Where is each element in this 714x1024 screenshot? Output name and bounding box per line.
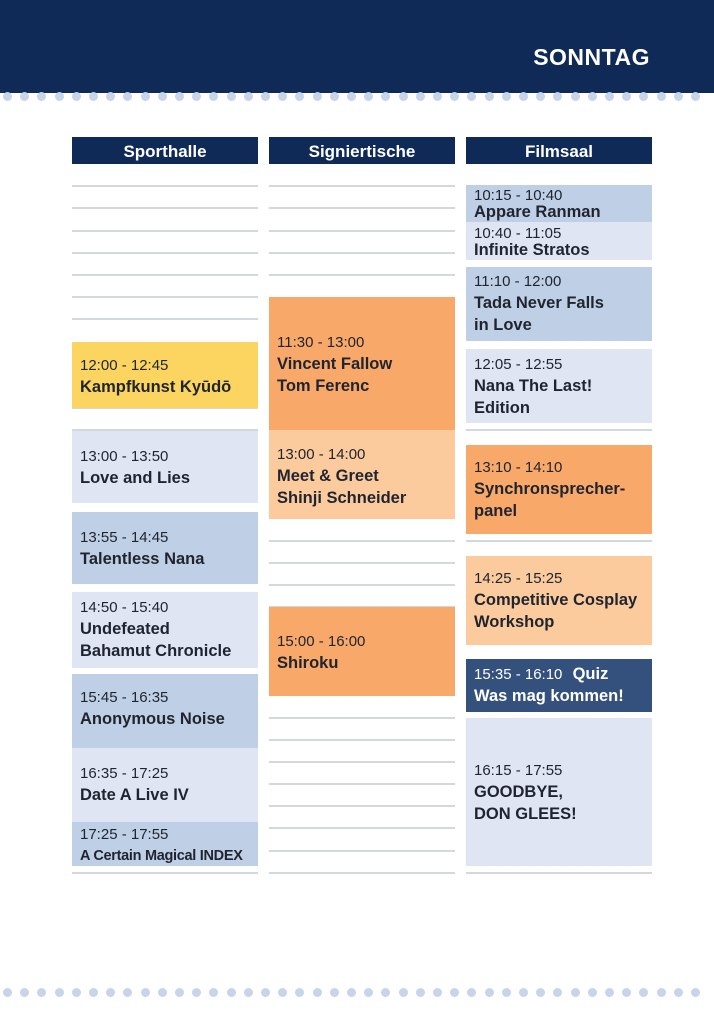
- column-header: Sporthalle: [72, 137, 258, 164]
- divider-dot: [3, 92, 12, 101]
- divider-dot: [416, 92, 425, 101]
- divider-dot: [244, 92, 253, 101]
- divider-dot: [192, 92, 201, 101]
- event-title-line2: Workshop: [474, 613, 555, 631]
- grid-line: [72, 252, 258, 254]
- divider-dot: [622, 92, 631, 101]
- event-block[interactable]: [72, 592, 258, 668]
- divider-dot: [37, 988, 46, 997]
- event-block[interactable]: [72, 512, 258, 584]
- event-block[interactable]: [72, 822, 258, 866]
- event-time: 10:40 - 11:05: [474, 225, 562, 242]
- grid-line: [269, 783, 455, 785]
- grid-line: [269, 717, 455, 719]
- divider-dot: [3, 988, 12, 997]
- event-time: 13:00 - 14:00: [277, 446, 366, 463]
- event-title: Appare Ranman: [474, 203, 601, 221]
- column-header: Filmsaal: [466, 137, 652, 164]
- divider-dot: [639, 92, 648, 101]
- divider-dot: [106, 92, 115, 101]
- divider-dot: [536, 92, 545, 101]
- divider-dot: [55, 92, 64, 101]
- event-block[interactable]: [466, 556, 652, 645]
- event-title: Was mag kommen!: [474, 687, 624, 705]
- divider-dot: [450, 92, 459, 101]
- event-title: Undefeated: [80, 620, 170, 638]
- event-title-line2: panel: [474, 502, 518, 520]
- divider-dot: [605, 92, 614, 101]
- divider-dot: [278, 988, 287, 997]
- event-title: Synchronsprecher-: [474, 480, 626, 498]
- divider-dot: [330, 92, 339, 101]
- dotted-divider-bottom: [0, 988, 714, 1000]
- divider-dot: [588, 92, 597, 101]
- event-time: 10:15 - 10:40: [474, 187, 563, 204]
- grid-line: [269, 230, 455, 232]
- event-block[interactable]: [466, 445, 652, 534]
- divider-dot: [295, 92, 304, 101]
- divider-dot: [89, 92, 98, 101]
- divider-dot: [295, 988, 304, 997]
- event-time: 11:10 - 12:00: [474, 273, 562, 290]
- divider-dot: [657, 92, 666, 101]
- grid-line: [72, 318, 258, 320]
- divider-dot: [347, 92, 356, 101]
- divider-dot: [278, 92, 287, 101]
- event-block[interactable]: [269, 297, 455, 430]
- grid-line: [72, 872, 258, 874]
- grid-line: [72, 274, 258, 276]
- divider-dot: [261, 92, 270, 101]
- divider-dot: [553, 92, 562, 101]
- event-block[interactable]: [72, 342, 258, 408]
- divider-dot: [519, 988, 528, 997]
- event-block[interactable]: [72, 431, 258, 503]
- event-time: 15:00 - 16:00: [277, 633, 366, 650]
- divider-dot: [330, 988, 339, 997]
- grid-line: [269, 207, 455, 209]
- divider-dot: [158, 92, 167, 101]
- event-time: 14:25 - 15:25: [474, 570, 563, 587]
- event-time: 12:05 - 12:55: [474, 356, 563, 373]
- event-time: 15:35 - 16:10: [474, 666, 563, 683]
- grid-line: [269, 827, 455, 829]
- divider-dot: [691, 988, 700, 997]
- event-block[interactable]: [466, 349, 652, 423]
- grid-line: [269, 805, 455, 807]
- column-filmsaal: [466, 137, 652, 877]
- grid-line: [269, 185, 455, 187]
- event-time: 16:15 - 17:55: [474, 762, 563, 779]
- divider-dot: [433, 92, 442, 101]
- grid-line: [269, 761, 455, 763]
- divider-dot: [89, 988, 98, 997]
- divider-dot: [175, 988, 184, 997]
- event-time: 12:00 - 12:45: [80, 357, 169, 374]
- event-time: 11:30 - 13:00: [277, 334, 365, 351]
- divider-dot: [55, 988, 64, 997]
- divider-dot: [485, 988, 494, 997]
- divider-dot: [313, 92, 322, 101]
- event-block[interactable]: [466, 185, 652, 222]
- divider-dot: [364, 92, 373, 101]
- column-signiertische: [269, 137, 455, 877]
- divider-dot: [381, 988, 390, 997]
- divider-dot: [467, 988, 476, 997]
- event-title-line2: Edition: [474, 399, 530, 417]
- divider-dot: [106, 988, 115, 997]
- event-title: Competitive Cosplay: [474, 591, 638, 609]
- grid-line: [466, 872, 652, 874]
- divider-dot: [141, 988, 150, 997]
- grid-line: [72, 207, 258, 209]
- divider-dot: [141, 92, 150, 101]
- divider-dot: [674, 92, 683, 101]
- grid-line: [269, 850, 455, 852]
- divider-dot: [227, 988, 236, 997]
- event-title-line2: Bahamut Chronicle: [80, 642, 232, 660]
- grid-line: [72, 296, 258, 298]
- grid-line: [72, 230, 258, 232]
- divider-dot: [588, 988, 597, 997]
- event-title: GOODBYE,: [474, 783, 563, 801]
- event-block[interactable]: [269, 430, 455, 519]
- grid-line: [269, 739, 455, 741]
- event-block[interactable]: [466, 718, 652, 866]
- divider-dot: [20, 92, 29, 101]
- event-title: Anonymous Noise: [80, 710, 225, 728]
- grid-line: [269, 872, 455, 874]
- event-title: Talentless Nana: [80, 550, 205, 568]
- event-title: Nana The Last!: [474, 377, 593, 395]
- event-time: 16:35 - 17:25: [80, 765, 169, 782]
- divider-dot: [20, 988, 29, 997]
- event-title: Love and Lies: [80, 469, 191, 487]
- dotted-divider-top: [0, 92, 714, 104]
- grid-line: [466, 429, 652, 431]
- divider-dot: [261, 988, 270, 997]
- divider-dot: [536, 988, 545, 997]
- divider-dot: [639, 988, 648, 997]
- divider-dot: [657, 988, 666, 997]
- divider-dot: [209, 92, 218, 101]
- event-block[interactable]: [72, 748, 258, 822]
- divider-dot: [158, 988, 167, 997]
- divider-dot: [691, 92, 700, 101]
- divider-dot: [485, 92, 494, 101]
- divider-dot: [519, 92, 528, 101]
- divider-dot: [347, 988, 356, 997]
- event-title-line2: Tom Ferenc: [277, 377, 370, 395]
- grid-line: [72, 185, 258, 187]
- event-time: 15:45 - 16:35: [80, 689, 169, 706]
- event-time: 13:00 - 13:50: [80, 448, 169, 465]
- event-time: 13:55 - 14:45: [80, 529, 169, 546]
- grid-line: [466, 540, 652, 542]
- divider-dot: [674, 988, 683, 997]
- event-block[interactable]: [466, 222, 652, 260]
- divider-dot: [605, 988, 614, 997]
- divider-dot: [502, 92, 511, 101]
- event-title: Date A Live IV: [80, 786, 189, 804]
- event-title: Infinite Stratos: [474, 241, 590, 259]
- divider-dot: [123, 92, 132, 101]
- divider-dot: [399, 92, 408, 101]
- divider-dot: [622, 988, 631, 997]
- grid-line: [269, 540, 455, 542]
- event-title: Kampfkunst Kyūdō: [80, 378, 232, 396]
- divider-dot: [399, 988, 408, 997]
- divider-dot: [37, 92, 46, 101]
- day-title: SONNTAG: [533, 44, 650, 70]
- event-title: A Certain Magical INDEX: [80, 848, 243, 864]
- event-title: Meet & Greet: [277, 467, 379, 485]
- divider-dot: [123, 988, 132, 997]
- grid-line: [269, 274, 455, 276]
- divider-dot: [553, 988, 562, 997]
- divider-dot: [175, 92, 184, 101]
- divider-dot: [571, 988, 580, 997]
- divider-dot: [502, 988, 511, 997]
- column-header: Signiertische: [269, 137, 455, 164]
- divider-dot: [72, 92, 81, 101]
- event-label: Quiz: [572, 665, 609, 683]
- divider-dot: [381, 92, 390, 101]
- event-title: Tada Never Falls: [474, 294, 604, 312]
- divider-dot: [227, 92, 236, 101]
- event-block[interactable]: [269, 607, 455, 696]
- column-sporthalle: [72, 137, 258, 877]
- divider-dot: [416, 988, 425, 997]
- event-title: Shiroku: [277, 654, 339, 672]
- grid-line: [269, 584, 455, 586]
- page-header: [0, 0, 714, 93]
- divider-dot: [192, 988, 201, 997]
- divider-dot: [450, 988, 459, 997]
- event-time: 17:25 - 17:55: [80, 826, 169, 843]
- event-title: Vincent Fallow: [277, 355, 393, 373]
- event-block[interactable]: [72, 674, 258, 748]
- event-title-line2: DON GLEES!: [474, 805, 577, 823]
- divider-dot: [209, 988, 218, 997]
- event-block[interactable]: [466, 659, 652, 712]
- divider-dot: [72, 988, 81, 997]
- divider-dot: [433, 988, 442, 997]
- event-title-line2: in Love: [474, 316, 532, 334]
- event-time: 14:50 - 15:40: [80, 599, 169, 616]
- divider-dot: [467, 92, 476, 101]
- divider-dot: [364, 988, 373, 997]
- grid-line: [269, 252, 455, 254]
- divider-dot: [313, 988, 322, 997]
- event-block[interactable]: [466, 267, 652, 341]
- event-title-line2: Shinji Schneider: [277, 489, 407, 507]
- grid-line: [269, 562, 455, 564]
- event-time: 13:10 - 14:10: [474, 459, 563, 476]
- divider-dot: [571, 92, 580, 101]
- divider-dot: [244, 988, 253, 997]
